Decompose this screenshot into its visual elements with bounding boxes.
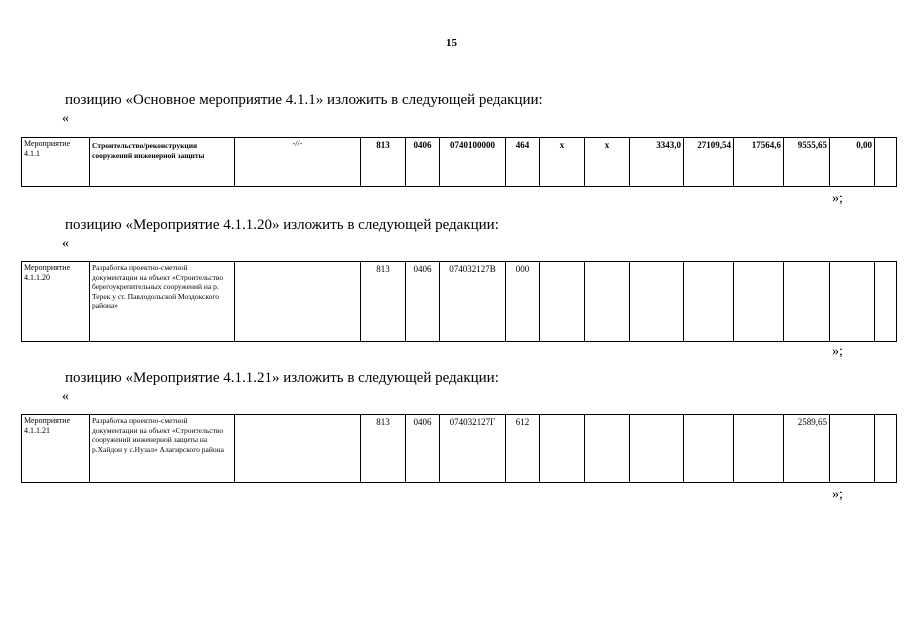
cell-event-name: Мероприятие 4.1.1.21 — [22, 415, 90, 483]
section-2-open-quote: « — [62, 236, 69, 251]
cell-event-name: Мероприятие 4.1.1.20 — [22, 262, 90, 342]
cell-csr: 0740100000 — [440, 138, 506, 187]
cell-x1 — [540, 262, 585, 342]
cell-vr: 464 — [506, 138, 540, 187]
cell-value-4 — [784, 262, 830, 342]
cell-vr: 612 — [506, 415, 540, 483]
cell-grbs: 813 — [361, 138, 406, 187]
table-row — [22, 262, 897, 342]
section-3-open-quote: « — [62, 389, 69, 404]
cell-x1 — [540, 415, 585, 483]
cell-rzpr: 0406 — [406, 138, 440, 187]
table-row — [22, 138, 897, 187]
cell-value-2: 27109,54 — [684, 138, 734, 187]
section-2-intro: позицию «Мероприятие 4.1.1.20» изложить в следующей редакции: — [65, 217, 499, 233]
cell-description: Строительство/реконструкция сооружений инженерной защиты — [90, 138, 235, 187]
cell-csr: 074032127Г — [440, 415, 506, 483]
section-3-table — [21, 414, 897, 483]
cell-x1: х — [540, 138, 585, 187]
section-3-intro: позицию «Мероприятие 4.1.1.21» изложить в следующей редакции: — [65, 370, 499, 386]
cell-executor — [235, 262, 361, 342]
cell-executor — [235, 415, 361, 483]
cell-grbs: 813 — [361, 262, 406, 342]
cell-value-3 — [734, 415, 784, 483]
cell-value-2 — [684, 415, 734, 483]
cell-value-5: 0,00 — [830, 138, 875, 187]
section-1-open-quote: « — [62, 111, 69, 126]
page-number: 15 — [446, 37, 457, 49]
cell-value-6 — [875, 415, 897, 483]
section-2-close-quote: »; — [832, 344, 843, 359]
cell-description: Разработка проектно-сметной документации на объект «Строительство берегоукрепительных сооружений на р. Терек у ст. Павлодольской Моздокского района» — [90, 262, 235, 342]
section-1-close-quote: »; — [832, 191, 843, 206]
cell-value-1 — [630, 415, 684, 483]
cell-value-2 — [684, 262, 734, 342]
cell-rzpr: 0406 — [406, 262, 440, 342]
cell-value-1: 3343,0 — [630, 138, 684, 187]
cell-csr: 074032127В — [440, 262, 506, 342]
cell-rzpr: 0406 — [406, 415, 440, 483]
cell-grbs: 813 — [361, 415, 406, 483]
table-row — [22, 415, 897, 483]
cell-event-name: Мероприятие 4.1.1 — [22, 138, 90, 187]
cell-value-1 — [630, 262, 684, 342]
section-3-close-quote: »; — [832, 487, 843, 502]
cell-vr: 000 — [506, 262, 540, 342]
cell-value-5 — [830, 415, 875, 483]
cell-value-6 — [875, 138, 897, 187]
cell-executor: -//- — [235, 138, 361, 187]
cell-value-6 — [875, 262, 897, 342]
cell-value-4: 9555,65 — [784, 138, 830, 187]
cell-x2 — [585, 415, 630, 483]
cell-value-3 — [734, 262, 784, 342]
cell-x2: х — [585, 138, 630, 187]
cell-description: Разработка проектно-сметной документации на объект «Строительство сооружений инженерной защиты на р.Хайдон у с.Нузал» Алагирского района — [90, 415, 235, 483]
section-2-table — [21, 261, 897, 342]
cell-x2 — [585, 262, 630, 342]
cell-value-5 — [830, 262, 875, 342]
cell-value-4: 2589,65 — [784, 415, 830, 483]
section-1-intro: позицию «Основное мероприятие 4.1.1» изложить в следующей редакции: — [65, 92, 543, 108]
section-1-table — [21, 137, 897, 187]
cell-value-3: 17564,6 — [734, 138, 784, 187]
